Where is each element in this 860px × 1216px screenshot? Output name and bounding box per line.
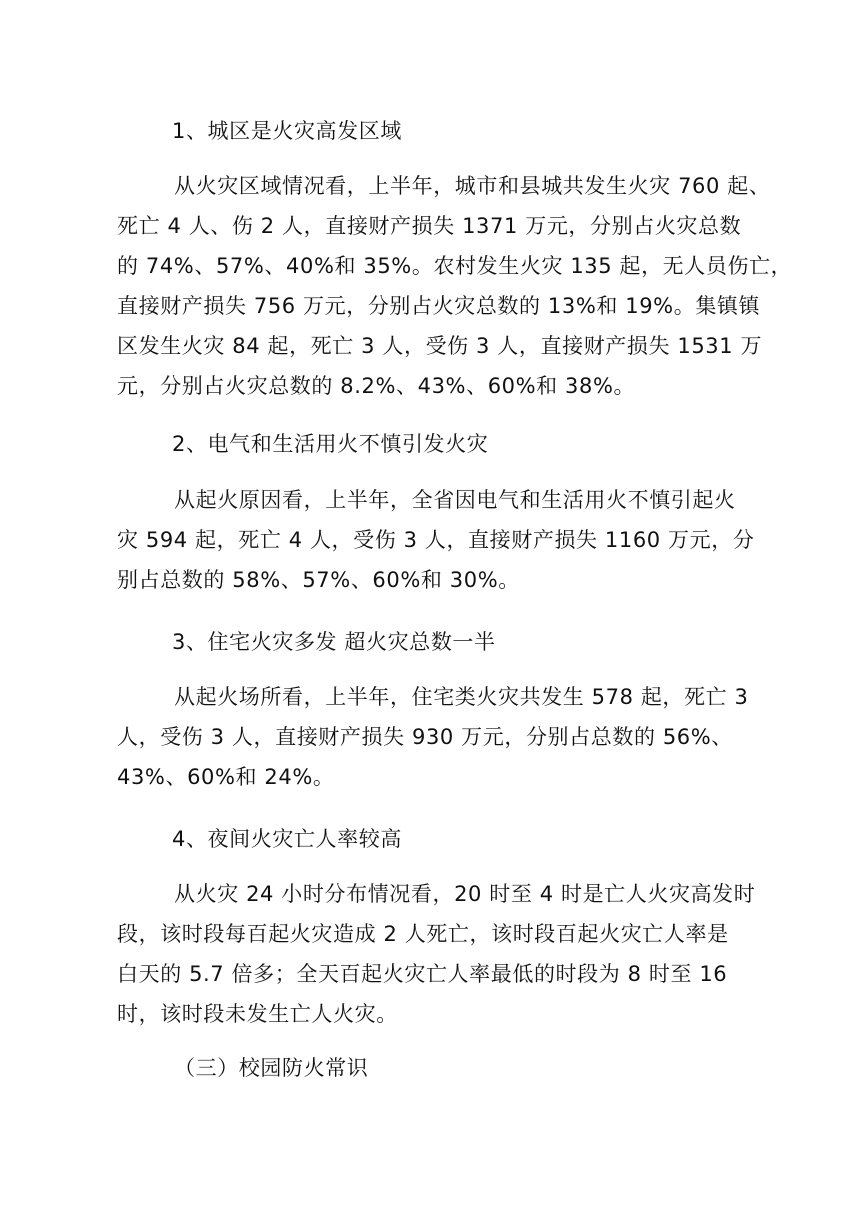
section-4-line-4: 时，该时段未发生亡人火灾。 [117, 1002, 398, 1026]
section-3-line-2: 人，受伤 3 人，直接财产损失 930 万元，分别占总数的 56%、 [117, 725, 733, 749]
subsection-title: （三）校园防火常识 [174, 1056, 369, 1080]
section-4-line-2: 段，该时段每百起火灾造成 2 人死亡，该时段百起火灾亡人率是 [117, 922, 729, 946]
section-1-line-3: 的 74%、57%、40%和 35%。农村发生火灾 135 起，无人员伤亡， [117, 254, 793, 278]
section-1-line-1: 从火灾区域情况看，上半年，城市和县城共发生火灾 760 起、 [174, 174, 771, 198]
section-1-line-2: 死亡 4 人、伤 2 人，直接财产损失 1371 万元，分别占火灾总数 [117, 214, 742, 238]
section-3-heading: 3、住宅火灾多发 超火灾总数一半 [172, 630, 496, 654]
section-3-line-3: 43%、60%和 24%。 [117, 765, 335, 789]
section-1-line-5: 区发生火灾 84 起，死亡 3 人，受伤 3 人，直接财产损失 1531 万 [117, 334, 763, 358]
section-1-heading: 1、城区是火灾高发区域 [172, 119, 402, 143]
section-1-line-6: 元，分别占火灾总数的 8.2%、43%、60%和 38%。 [117, 374, 636, 398]
section-3-line-1: 从起火场所看，上半年，住宅类火灾共发生 578 起，死亡 3 [174, 685, 749, 709]
section-2-line-1: 从起火原因看，上半年，全省因电气和生活用火不慎引起火 [174, 488, 736, 512]
section-2-line-3: 别占总数的 58%、57%、60%和 30%。 [117, 568, 520, 592]
section-2-line-2: 灾 594 起，死亡 4 人，受伤 3 人，直接财产损失 1160 万元，分 [117, 528, 755, 552]
section-4-line-1: 从火灾 24 小时分布情况看，20 时至 4 时是亡人火灾高发时 [174, 882, 756, 906]
section-4-heading: 4、夜间火灾亡人率较高 [172, 827, 402, 851]
section-4-line-3: 白天的 5.7 倍多；全天百起火灾亡人率最低的时段为 8 时至 16 [117, 962, 728, 986]
section-1-line-4: 直接财产损失 756 万元，分别占火灾总数的 13%和 19%。集镇镇 [117, 294, 761, 318]
section-2-heading: 2、电气和生活用火不慎引发火灾 [172, 432, 489, 456]
